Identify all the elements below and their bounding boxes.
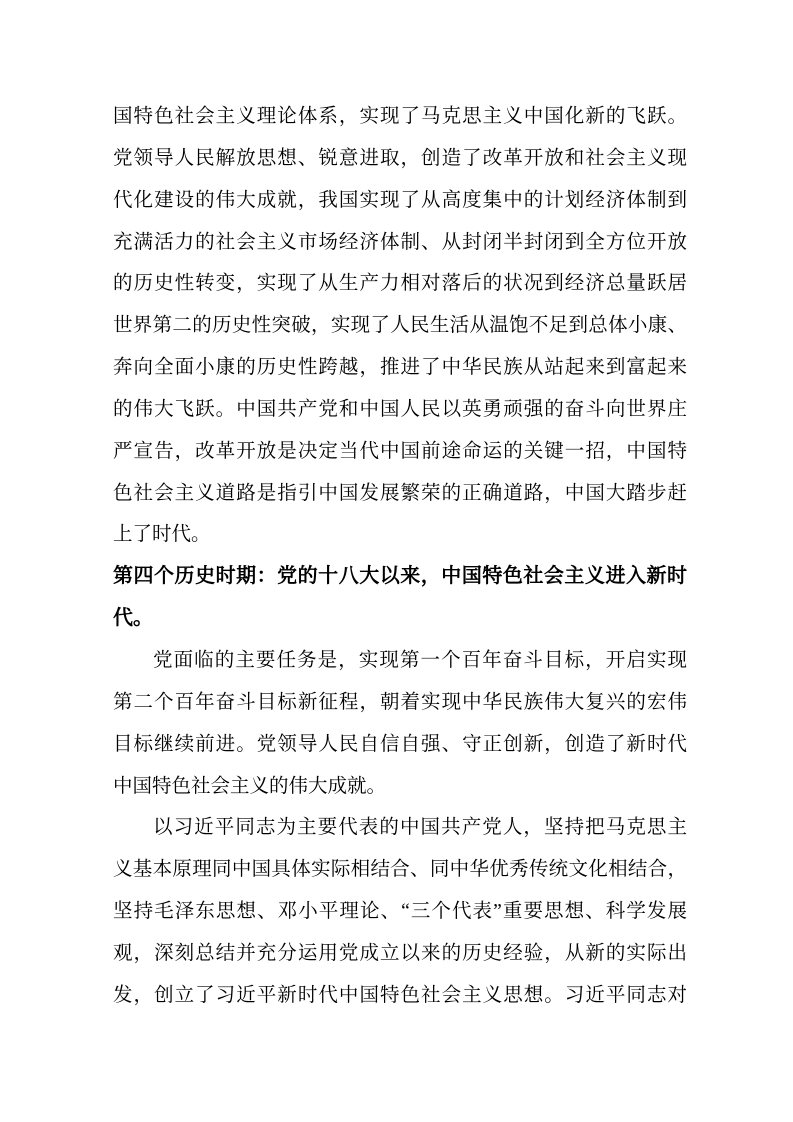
text-line: 的伟大飞跃。中国共产党和中国人民以英勇顽强的奋斗向世界庄 xyxy=(113,398,687,420)
text-line: 世界第二的历史性突破，实现了人民生活从温饱不足到总体小康、 xyxy=(113,315,687,337)
text-line: 以习近平同志为主要代表的中国共产党人，坚持把马克思主 xyxy=(153,817,687,839)
heading-line: 代。 xyxy=(113,607,153,630)
text-line: 发，创立了习近平新时代中国特色社会主义思想。习近平同志对 xyxy=(113,984,687,1006)
paragraph xyxy=(113,807,687,1016)
text-line: 代化建设的伟大成就，我国实现了从高度集中的计划经济体制到 xyxy=(113,189,687,211)
text-line: 上了时代。 xyxy=(113,524,211,546)
text-line: 目标继续前进。党领导人民自信自强、守正创新，创造了新时代 xyxy=(113,733,687,755)
text-line: 观，深刻总结并充分运用党成立以来的历史经验，从新的实际出 xyxy=(113,942,687,964)
paragraph xyxy=(113,640,687,807)
text-line: 奔向全面小康的历史性跨越，推进了中华民族从站起来到富起来 xyxy=(113,357,687,379)
text-line: 党面临的主要任务是，实现第一个百年奋斗目标，开启实现 xyxy=(153,649,687,671)
text-line: 义基本原理同中国具体实际相结合、同中华优秀传统文化相结合， xyxy=(113,859,687,881)
text-line: 国特色社会主义理论体系，实现了马克思主义中国化新的飞跃。 xyxy=(113,106,687,127)
text-line: 坚持毛泽东思想、邓小平理论、“三个代表”重要思想、科学发展 xyxy=(113,901,687,923)
text-line: 严宣告，改革开放是决定当代中国前途命运的关键一招，中国特 xyxy=(113,440,687,462)
text-line: 的历史性转变，实现了从生产力相对落后的状况到经济总量跃居 xyxy=(113,273,687,295)
text-line: 中国特色社会主义的伟大成就。 xyxy=(113,775,387,797)
paragraph xyxy=(113,96,687,556)
text-line: 党领导人民解放思想、锐意进取，创造了改革开放和社会主义现 xyxy=(113,147,687,169)
heading-line: 第四个历史时期：党的十八大以来，中国特色社会主义进入新时 xyxy=(113,565,687,588)
text-line: 充满活力的社会主义市场经济体制、从封闭半封闭到全方位开放 xyxy=(113,231,687,253)
section-heading xyxy=(113,556,687,640)
document-body xyxy=(113,96,687,1017)
text-line: 色社会主义道路是指引中国发展繁荣的正确道路，中国大踏步赶 xyxy=(113,482,687,504)
text-line: 第二个百年奋斗目标新征程，朝着实现中华民族伟大复兴的宏伟 xyxy=(113,691,687,713)
